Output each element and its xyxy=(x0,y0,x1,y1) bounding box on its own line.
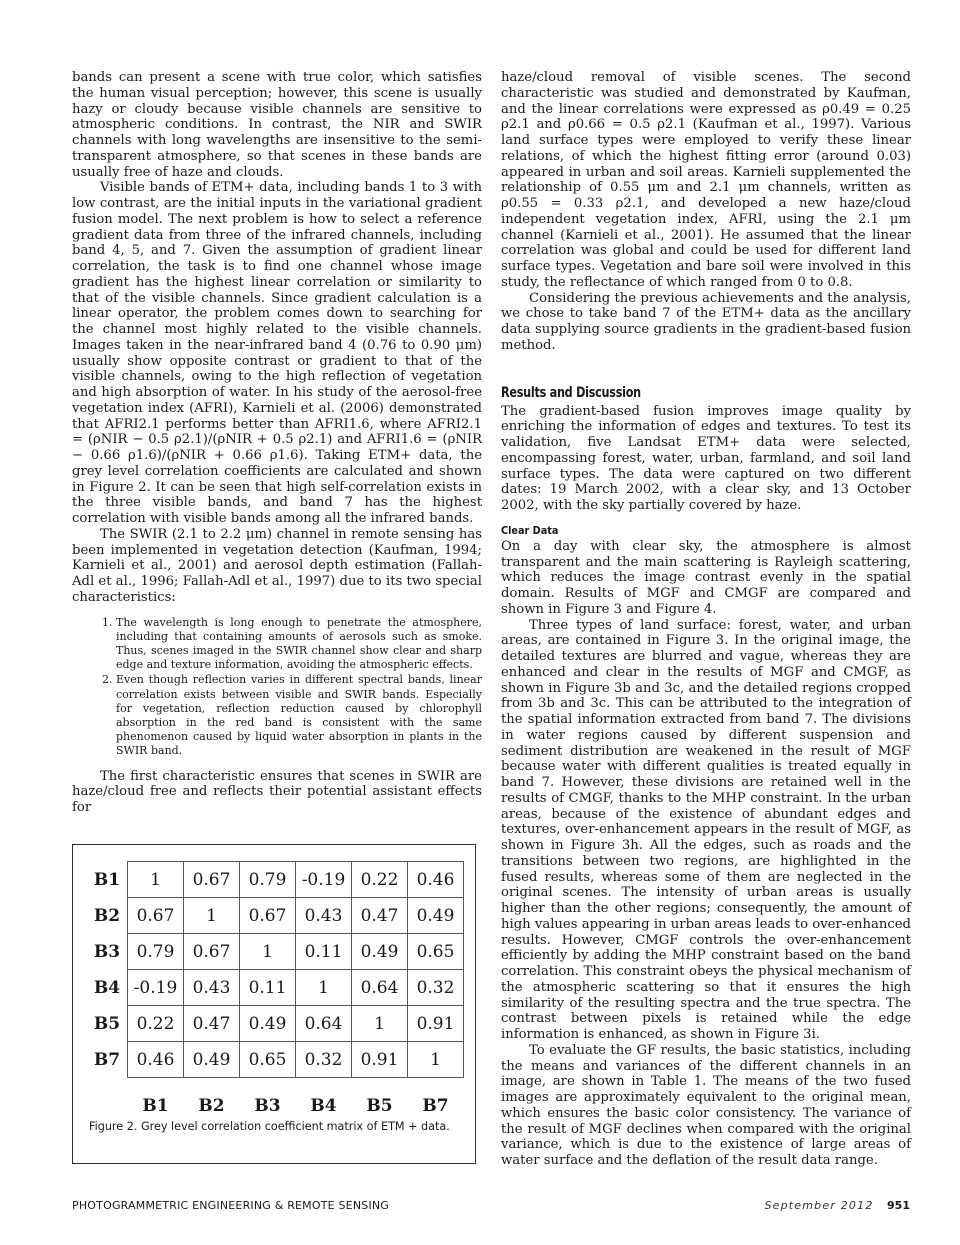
matrix-cell: 1 xyxy=(296,970,352,1006)
column-label: B2 xyxy=(198,1096,225,1116)
row-label: B4 xyxy=(93,977,121,998)
matrix-cell: 1 xyxy=(240,934,296,970)
right-column xyxy=(501,70,911,1169)
matrix-cell: 0.47 xyxy=(184,1006,240,1042)
matrix-cell: 1 xyxy=(184,898,240,934)
matrix-cell: 0.43 xyxy=(296,898,352,934)
matrix-row xyxy=(87,1006,464,1042)
right-paragraph-3: The gradient-based fusion improves image quality by enriching the information of edges and textures. To test its validation, five Landsat ETM+ data were selected, encompassing forest, water, urban, farmland, and soil land surface types. The data were captured on two different dates: 19 March 2002, with a clear sky, and 13 October 2002, with the sky partially covered by haze. xyxy=(501,403,911,513)
matrix-row xyxy=(87,1042,464,1078)
subsection-heading: Clear Data xyxy=(501,523,559,537)
figure-2 xyxy=(72,844,476,1164)
corner-cell xyxy=(87,1078,128,1117)
list-item: 2. Even though reflection varies in different spectral bands, linear correlation exists between visible and SWIR bands. Especially for vegetation, reflection reduction caused by chlorophyll absorption in the red band is consistent with the same phenomenon caused by liquid water absorption in plants in the SWIR band. xyxy=(116,673,482,758)
matrix-cell: 0.67 xyxy=(128,898,184,934)
matrix-cell: 1 xyxy=(128,862,184,898)
matrix-row xyxy=(87,970,464,1006)
matrix-cell: 0.22 xyxy=(128,1006,184,1042)
matrix-cell: 0.64 xyxy=(296,1006,352,1042)
left-paragraph-1: bands can present a scene with true color, which satisfies the human visual perception; however, this scene is usually hazy or cloudy because visible channels are sensitive to atmospheric conditions. In contrast, the NIR and SWIR channels with long wavelengths are insensitive to the semi-transparent atmosphere, so that scenes in these bands are usually free of haze and clouds. xyxy=(72,70,482,180)
matrix-row xyxy=(87,934,464,970)
matrix-cell: 0.32 xyxy=(408,970,464,1006)
characteristics-list xyxy=(72,616,482,759)
column-label: B7 xyxy=(422,1096,449,1116)
column-label: B3 xyxy=(254,1096,281,1116)
matrix-cell: -0.19 xyxy=(296,862,352,898)
matrix-row xyxy=(87,862,464,898)
matrix-cell: 0.49 xyxy=(352,934,408,970)
matrix-cell: 0.67 xyxy=(184,934,240,970)
left-paragraph-3: The SWIR (2.1 to 2.2 μm) channel in remote sensing has been implemented in vegetation detection (Kaufman, 1994; Karnieli et al., 2001) and aerosol depth estimation (Fallah-Adl et al., 1996; Fallah-Adl et al., 1997) due to its two special characteristics: xyxy=(72,526,482,605)
matrix-cell: 0.65 xyxy=(408,934,464,970)
matrix-cell: 0.43 xyxy=(184,970,240,1006)
matrix-cell: 0.46 xyxy=(408,862,464,898)
column-label: B1 xyxy=(142,1096,169,1116)
matrix-cell: 0.67 xyxy=(240,898,296,934)
matrix-cell: 0.91 xyxy=(352,1042,408,1078)
matrix-cell: -0.19 xyxy=(128,970,184,1006)
journal-name: PHOTOGRAMMETRIC ENGINEERING & REMOTE SENSING xyxy=(72,1199,390,1212)
right-paragraph-5: Three types of land surface: forest, water, and urban areas, are contained in Figure 3. In the original image, the detailed textures are blurred and vague, whereas they are enhanced and clear in the results of MGF and CMGF, as shown in Figure 3b and 3c, and the detailed regions cropped from 3b and 3c. This can be attributed to the integration of the spatial information extracted from band 7. The divisions in water regions caused by different suspension and sediment distribution are weakened in the result of MGF because water with different qualities is treated equally in band 7. However, these divisions are retained well in the results of CMGF, thanks to the MHP constraint. In the urban areas, because of the existence of abundant edges and textures, over-enhancement appears in the result of MGF, as shown in Figure 3h. All the edges, such as roads and the transitions between two regions, are highlighted in the fused results, whereas some of them are neglected in the original scenes. The intensity of urban areas is usually higher than the other regions; consequently, the amount of high values appearing in urban areas leads to over-enhanced results. However, CMGF controls the over-enhancement efficiently by adding the MHP constraint based on the band correlation. This constraint obeys the physical mechanism of the atmospheric scattering so that it ensures the high similarity of the resulting spectra and the true spectra. The contrast between pixels is retained while the edge information is enhanced, as shown in Figure 3i. xyxy=(501,617,911,1042)
matrix-cell: 0.11 xyxy=(240,970,296,1006)
matrix-cell: 0.11 xyxy=(296,934,352,970)
left-column xyxy=(72,70,482,816)
matrix-cell: 0.49 xyxy=(184,1042,240,1078)
matrix-cell: 0.49 xyxy=(408,898,464,934)
column-label-row xyxy=(87,1078,464,1117)
correlation-matrix xyxy=(87,861,464,1116)
matrix-cell: 0.47 xyxy=(352,898,408,934)
matrix-cell: 0.67 xyxy=(184,862,240,898)
left-paragraph-2: Visible bands of ETM+ data, including bands 1 to 3 with low contrast, are the initial inputs in the variational gradient fusion model. The next problem is how to select a reference gradient data from three of the infrared channels, including band 4, 5, and 7. Given the assumption of gradient linear correlation, the task is to find one channel whose image gradient has the highest linear correlation or similarity to that of the visible channels. Since gradient calculation is a linear operator, the problem comes down to searching for the channel most highly related to the visible channels. Images taken in the near-infrared band 4 (0.76 to 0.90 μm) usually show opposite contrast or gradient to that of the visible channels, owing to the high reflection of vegetation and high absorption of water. In his study of the aerosol-free vegetation index (AFRI), Karnieli et al. (2006) demonstrated that AFRI2.1 performs better than AFRI1.6, where AFRI2.1 = (ρNIR − 0.5 ρ2.1)/(ρNIR + 0.5 ρ2.1) and AFRI1.6 = (ρNIR − 0.66 ρ1.6)/(ρNIR + 0.66 ρ1.6). Taking ETM+ data, the grey level correlation coefficients are calculated and shown in Figure 2. It can be seen that high self-correlation exists in the three visible bands, and band 7 has the highest correlation with visible bands among all the infrared bands. xyxy=(72,180,482,526)
left-paragraph-4: The first characteristic ensures that scenes in SWIR are haze/cloud free and reflects their potential assistant effects for xyxy=(72,768,482,816)
matrix-cell: 0.91 xyxy=(408,1006,464,1042)
right-paragraph-2: Considering the previous achievements and the analysis, we chose to take band 7 of the ETM+ data as the ancillary data supplying source gradients in the gradient-based fusion method. xyxy=(501,290,911,353)
right-paragraph-4: On a day with clear sky, the atmosphere is almost transparent and the main scattering is Rayleigh scattering, which reduces the image contrast evenly in the spatial domain. Results of MGF and CMGF are compared and shown in Figure 3 and Figure 4. xyxy=(501,538,911,617)
matrix-cell: 0.22 xyxy=(352,862,408,898)
row-label: B5 xyxy=(93,1013,121,1034)
matrix-cell: 1 xyxy=(408,1042,464,1078)
matrix-cell: 0.46 xyxy=(128,1042,184,1078)
matrix-cell: 0.79 xyxy=(240,862,296,898)
row-label: B1 xyxy=(93,869,121,890)
matrix-cell: 0.32 xyxy=(296,1042,352,1078)
correlation-table xyxy=(87,861,464,1116)
matrix-cell: 0.64 xyxy=(352,970,408,1006)
column-label: B4 xyxy=(310,1096,337,1116)
row-label: B7 xyxy=(93,1049,121,1070)
matrix-cell: 1 xyxy=(352,1006,408,1042)
figure-caption: Figure 2. Grey level correlation coefficient matrix of ETM + data. xyxy=(89,1120,450,1133)
section-heading: Results and Discussion xyxy=(501,384,641,401)
issue-date: September 2012 xyxy=(764,1199,874,1212)
row-label: B3 xyxy=(93,941,121,962)
right-paragraph-6: To evaluate the GF results, the basic statistics, including the means and variances of the different channels in an image, are shown in Table 1. The means of the two fused images are approximately equivalent to the original mean, which ensures the basic color consistency. The variance of the result of MGF declines when compared with the original variance, which is due to the existence of large areas of water surface and the deflation of the result data range. xyxy=(501,1042,911,1168)
row-label: B2 xyxy=(93,905,121,926)
matrix-row xyxy=(87,898,464,934)
matrix-cell: 0.79 xyxy=(128,934,184,970)
page-footer xyxy=(764,1199,910,1212)
right-paragraph-1: haze/cloud removal of visible scenes. The second characteristic was studied and demonstrated by Kaufman, and the linear correlations were expressed as ρ0.49 = 0.25 ρ2.1 and ρ0.66 = 0.5 ρ2.1 (Kaufman et al., 1997). Various land surface types were employed to verify these linear relations, of which the highest fitting error (around 0.03) appeared in urban and soil areas. Karnieli supplemented the relationship of 0.55 μm and 2.1 μm channels, written as ρ0.55 = 0.33 ρ2.1, and developed a new haze/cloud independent vegetation index, AFRI, using the 2.1 μm channel (Karnieli et al., 2001). He assumed that the linear correlation was global and could be used for different land surface types. Vegetation and bare soil were involved in this study, the reflectance of which ranged from 0 to 0.8. xyxy=(501,70,911,290)
column-label: B5 xyxy=(366,1096,393,1116)
matrix-cell: 0.49 xyxy=(240,1006,296,1042)
matrix-cell: 0.65 xyxy=(240,1042,296,1078)
list-item: 1. The wavelength is long enough to penetrate the atmosphere, including that containing amounts of aerosols such as smoke. Thus, scenes imaged in the SWIR channel show clear and sharp edge and texture information, avoiding the atmospheric effects. xyxy=(116,616,482,673)
page-number: 951 xyxy=(887,1199,910,1212)
